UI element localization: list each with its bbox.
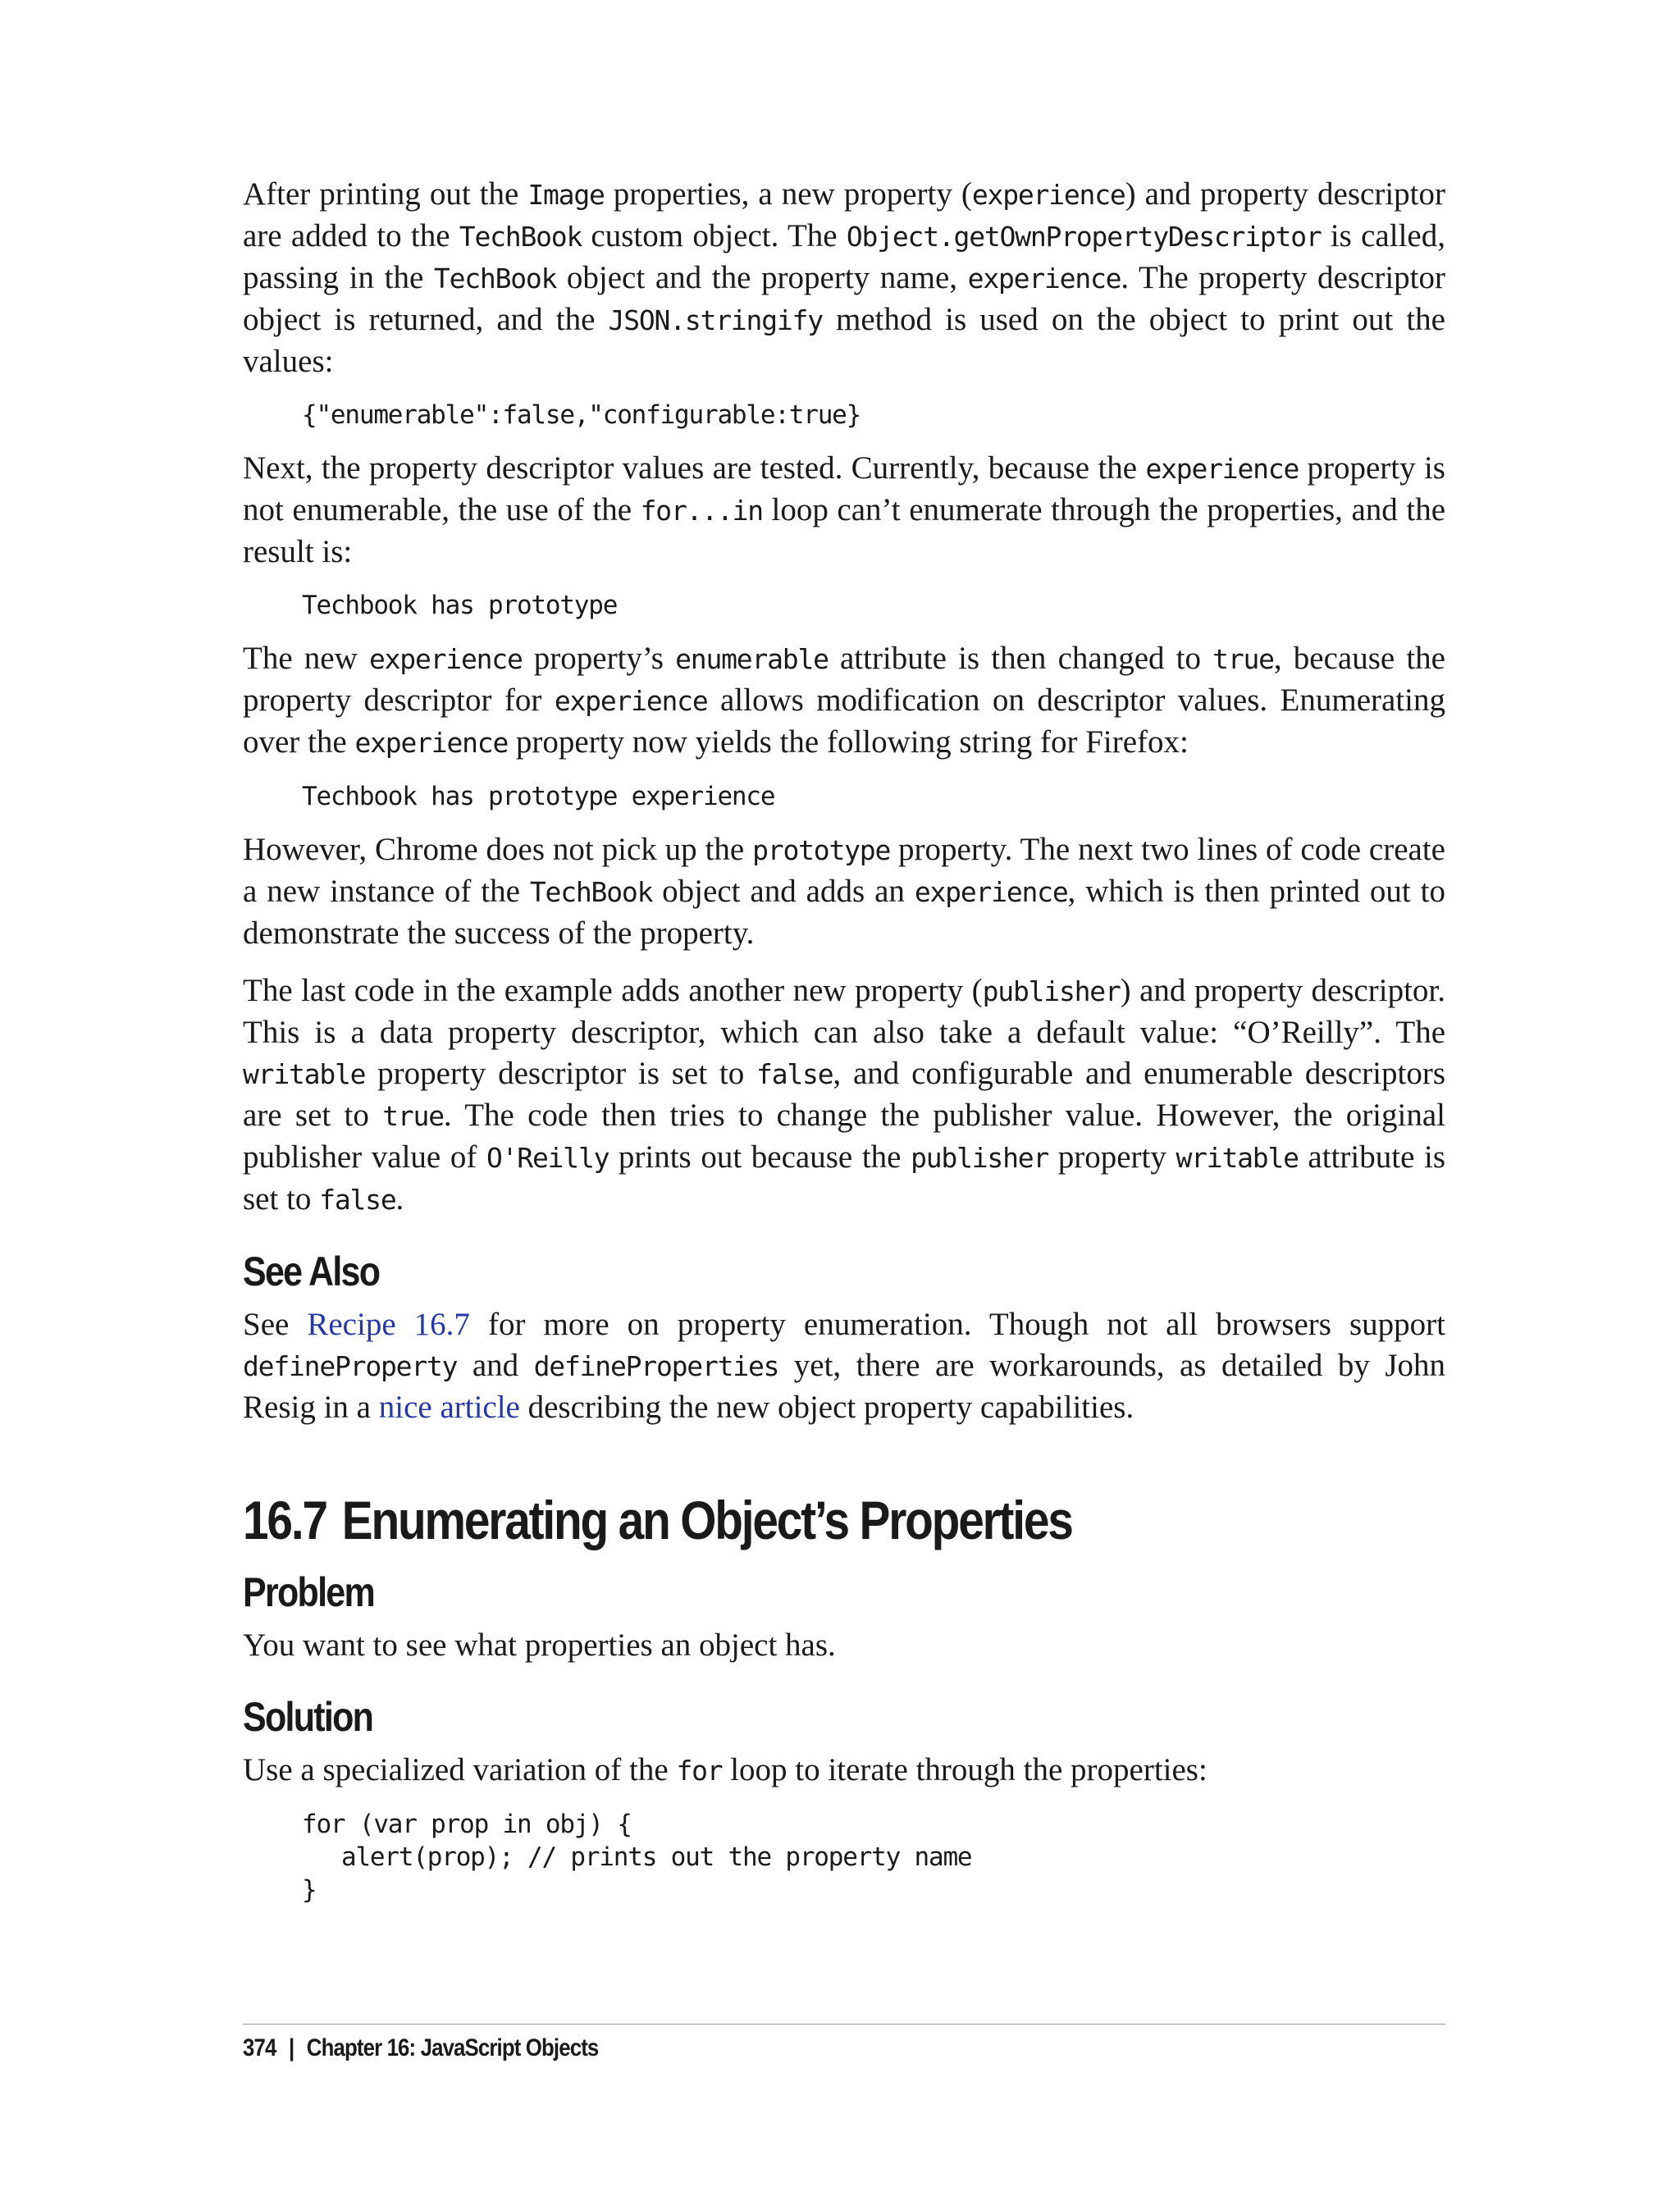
code-block-for-in: for (var prop in obj) { alert(prop); // prints out the property name } — [302, 1810, 972, 1905]
page-number: 374 — [243, 2034, 276, 2061]
problem-heading: Problem — [243, 1569, 375, 1615]
solution-heading: Solution — [243, 1694, 373, 1740]
code-block-descriptor: {"enumerable":false,"configurable:true} — [302, 400, 861, 430]
paragraph-problem: You want to see what properties an object has. — [243, 1628, 836, 1663]
page-content — [243, 174, 1445, 1923]
footer-divider — [243, 2024, 1445, 2025]
chapter-title: Chapter 16: JavaScript Objects — [306, 2034, 599, 2061]
paragraph-enumerable-changed: The new experience property’s enumerable attribute is then changed to true, because the property descriptor for experience allows modification on descriptor values. Enumerating over the experience property now yields the following string for Firefox: — [243, 641, 1445, 760]
code-block-result: Techbook has prototype — [302, 591, 618, 620]
recipe-link[interactable]: Recipe 16.7 — [307, 1307, 470, 1342]
code-block-firefox-result: Techbook has prototype experience — [302, 782, 775, 811]
section-number: 16.7 — [243, 1490, 326, 1550]
paragraph-descriptor-tested: Next, the property descriptor values are tested. Currently, because the experience property is not enumerable, the use of the for...in loop can’t enumerate through the properties, and the result is: — [243, 450, 1446, 569]
section-title: Enumerating an Object’s Properties — [341, 1490, 1072, 1550]
see-also-heading: See Also — [243, 1249, 380, 1294]
paragraph-see-also: See Recipe 16.7 for more on property enumeration. Though not all browsers support defineProperty and defineProperties yet, there are workarounds, as detailed by John Resig in a nice article describing the new object property capabilities. — [243, 1307, 1446, 1425]
paragraph-publisher: The last code in the example adds another new property (publisher) and property descriptor. This is a data property descriptor, which can also take a default value: “O’Reilly”. The writable property descriptor is set to false, and configurable and enumerable descriptors are set to true. The code then tries to change the publisher value. However, the original publisher value of O'Reilly prints out because the publisher property writable attribute is set to false. — [243, 973, 1446, 1217]
section-heading — [243, 1486, 1277, 1554]
paragraph-solution: Use a specialized variation of the for loop to iterate through the properties: — [243, 1752, 1208, 1787]
paragraph-image-properties: After printing out the Image properties, a new property (experience) and property descriptor are added to the TechBook custom object. The Object.getOwnPropertyDescriptor is called, passing in the TechBook object and the property name, experience. The property descriptor object is returned, and the JSON.stringify method is used on the object to print out the values: — [243, 176, 1445, 379]
footer-separator: | — [288, 2034, 294, 2061]
page-footer — [243, 2034, 598, 2062]
article-link[interactable]: nice article — [378, 1390, 520, 1425]
paragraph-chrome: However, Chrome does not pick up the prototype property. The next two lines of code create a new instance of the TechBook object and adds an experience, which is then printed out to demonstrate the success of the property. — [243, 832, 1445, 951]
